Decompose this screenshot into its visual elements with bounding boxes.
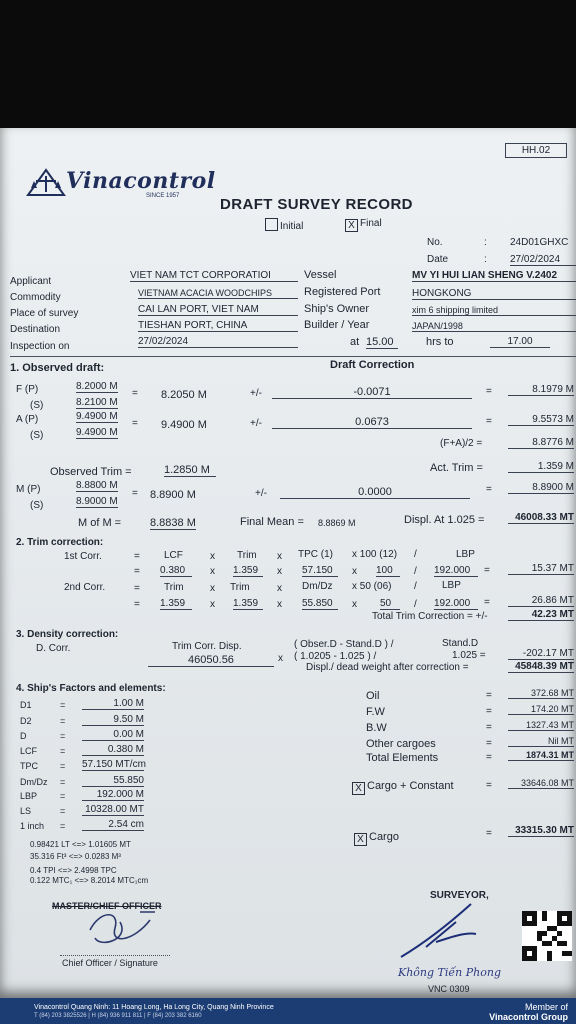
master-label: MASTER/CHIEF OFFICER <box>52 901 162 911</box>
factor-label: TPC <box>20 761 38 771</box>
eq: = <box>486 752 492 763</box>
place-value: CAI LAN PORT, VIET NAM <box>138 304 298 316</box>
f-mean: 8.2050 M <box>161 389 207 401</box>
colon: : <box>484 254 487 265</box>
ap-label: A (P) <box>16 414 39 425</box>
final-label: Final <box>360 218 382 229</box>
a-mean: 9.4900 M <box>161 419 207 431</box>
factor-label: D <box>20 731 27 741</box>
vnc-code: VNC 0309 <box>428 984 470 994</box>
eq: = <box>132 388 138 399</box>
factors-heading: 4. Ship's Factors and elements: <box>16 683 166 694</box>
fs-value: 8.2100 M <box>76 397 118 408</box>
destination-value: TIESHAN PORT, CHINA <box>138 320 298 332</box>
cargo-value: 33315.30 MT <box>508 825 574 837</box>
times: x <box>277 599 282 610</box>
factor-value: 0.00 M <box>82 729 144 741</box>
element-label: F.W <box>366 706 385 718</box>
eq: = <box>134 551 140 562</box>
brand-since: SINCE 1957 <box>146 193 180 199</box>
inspection-value: 27/02/2024 <box>138 336 298 348</box>
eq: = <box>486 706 492 717</box>
doc-number: HH.02 <box>505 143 567 158</box>
m-correction: 0.0000 <box>280 486 470 499</box>
slash: / <box>414 581 417 592</box>
vinacontrol-logo-icon <box>26 168 66 203</box>
factor-value: 2.54 cm <box>82 819 144 831</box>
factor-label: D1 <box>20 700 32 710</box>
times: x <box>210 566 215 577</box>
surveyor-signature-icon <box>396 902 486 967</box>
cargo-constant-checkbox[interactable]: X <box>352 782 365 795</box>
tcd-label: Trim Corr. Disp. <box>172 641 242 652</box>
cargo-constant-value: 33646.08 MT <box>508 778 574 789</box>
applicant-value: VIET NAM TCT CORPORATIOI <box>130 270 298 282</box>
times: x <box>352 599 357 610</box>
eq: = <box>60 746 66 756</box>
r2-lbp: 192.000 <box>434 598 478 610</box>
lbp-head: LBP <box>456 549 475 560</box>
surveyor-name: Không Tiến Phong <box>398 966 501 979</box>
tpc-head: TPC (1) <box>298 549 333 560</box>
r1-lbp: 192.000 <box>434 565 478 577</box>
factor-label: 1 inch <box>20 821 45 831</box>
final-checkbox[interactable]: X <box>345 219 358 232</box>
ap-value: 9.4900 M <box>76 411 118 422</box>
times: x <box>277 583 282 594</box>
commodity-value: VIETNAM ACACIA WOODCHIPS <box>138 288 298 299</box>
factor-label: D2 <box>20 716 32 726</box>
cargo-constant-option[interactable] <box>352 780 454 795</box>
lcf-head: LCF <box>164 550 183 561</box>
trim-head-3: Trim <box>230 582 250 593</box>
commodity-label: Commodity <box>10 292 61 303</box>
factor-label: LS <box>20 806 32 816</box>
plus-minus: +/- <box>250 418 262 429</box>
obs-trim-value: 1.2850 M <box>164 464 216 477</box>
factor-value: 10328.00 MT <box>82 804 144 816</box>
element-value: 174.20 MT <box>508 704 574 715</box>
total-trim-label: Total Trim Correction = +/- <box>372 611 488 622</box>
trim-head-2: Trim <box>164 582 184 593</box>
builder-label: Builder / Year <box>304 319 370 331</box>
chief-officer-signature-icon <box>80 900 190 955</box>
fp-label: F (P) <box>16 384 39 395</box>
builder-value: JAPAN/1998 <box>412 321 576 332</box>
tcd-value: 46050.56 <box>148 654 274 667</box>
place-label: Place of survey <box>10 308 79 319</box>
no-label: No. <box>427 237 443 248</box>
displ-value: 46008.33 MT <box>508 512 574 524</box>
chief-officer-label: Chief Officer / Signature <box>62 958 158 968</box>
as-value: 9.4900 M <box>76 427 118 438</box>
cargo-checkbox[interactable]: X <box>354 833 367 846</box>
r1-result: 15.37 MT <box>508 563 574 575</box>
eq: = <box>486 416 492 427</box>
eq: = <box>60 777 66 787</box>
registered-port-label: Registered Port <box>304 286 381 298</box>
eq: = <box>484 597 490 608</box>
slash: / <box>414 549 417 560</box>
factor-value: 9.50 M <box>82 714 144 726</box>
brand-name: Vinacontrol <box>66 168 216 194</box>
eq: = <box>486 828 492 839</box>
element-value: 372.68 MT <box>508 688 574 699</box>
vessel-value: MV YI HUI LIAN SHENG V.2402 <box>412 270 576 282</box>
footer-member <box>489 1002 568 1022</box>
dmdz-head: Dm/Dz <box>302 581 333 592</box>
density-values: ( 1.0205 - 1.025 ) / <box>294 651 377 662</box>
date-label: Date <box>427 254 449 265</box>
times: x <box>210 551 215 562</box>
mom-value: 8.8838 M <box>150 517 196 529</box>
stand-value: 1.025 = <box>452 650 486 661</box>
eq: = <box>486 722 492 733</box>
footer-address: Vinacontrol Quang Ninh: 11 Hoang Long, Ha Long City, Quang Ninh Province <box>34 1004 274 1011</box>
member-label: Member of <box>524 1002 568 1012</box>
a-result: 9.5573 M <box>508 414 574 426</box>
r1-factor: 100 <box>376 565 400 577</box>
at-value: 15.00 <box>366 336 398 349</box>
second-corr-label: 2nd Corr. <box>64 582 106 593</box>
lbp-head-2: LBP <box>442 580 461 591</box>
observed-heading: 1. Observed draft: <box>10 362 105 374</box>
factor-value: 1.00 M <box>82 698 144 710</box>
act-trim-label: Act. Trim = <box>430 462 483 474</box>
element-label: Total Elements <box>366 752 439 764</box>
density-heading: 3. Density correction: <box>16 629 119 640</box>
eq: = <box>60 700 66 710</box>
element-value: 1874.31 MT <box>508 750 574 761</box>
eq: = <box>486 690 492 701</box>
final-mean-value: 8.8869 M <box>318 518 356 528</box>
obser-head: ( Obser.D - Stand.D ) / <box>294 639 394 650</box>
hrs-to-label: hrs to <box>426 336 454 348</box>
factor-value: 55.850 <box>82 775 144 787</box>
times: x <box>277 551 282 562</box>
element-value: Nil MT <box>508 736 574 747</box>
cargo-label: Cargo <box>369 831 399 843</box>
at-label: at <box>350 336 360 348</box>
first-corr-label: 1st Corr. <box>64 551 102 562</box>
r2-trim-b: 1.359 <box>233 598 263 610</box>
factor-value: 192.000 M <box>82 789 144 801</box>
slash: / <box>414 566 417 577</box>
eq: = <box>60 761 66 771</box>
factor-label: LCF <box>20 746 38 756</box>
surveyor-label: SURVEYOR, <box>430 890 489 901</box>
mp-label: M (P) <box>16 484 41 495</box>
factor-value: 0.380 M <box>82 744 144 756</box>
destination-label: Destination <box>10 324 61 335</box>
trim-heading: 2. Trim correction: <box>16 537 104 548</box>
initial-label: Initial <box>280 221 304 232</box>
divider <box>10 356 576 357</box>
no-value: 24D01GHXC <box>510 237 569 248</box>
r2-factor: 50 <box>380 598 400 610</box>
qr-code-icon <box>522 910 572 962</box>
eq: = <box>60 821 66 831</box>
fa2-value: 8.8776 M <box>508 437 574 449</box>
vessel-label: Vessel <box>304 269 337 281</box>
signature-line <box>60 955 170 956</box>
density-result: -202.17 MT <box>508 648 574 660</box>
factor-label: Dm/Dz <box>20 777 48 787</box>
plus-minus: +/- <box>250 388 262 399</box>
eq: = <box>134 583 140 594</box>
after-corr-label: Displ./ dead weight after correction = <box>306 662 469 673</box>
times: x <box>278 653 283 664</box>
times: x <box>210 599 215 610</box>
eq: = <box>484 565 490 576</box>
final-mean-label: Final Mean = <box>240 516 304 528</box>
x100-head: x 100 (12) <box>352 549 398 560</box>
ms-label: (S) <box>30 500 44 511</box>
obs-trim-label: Observed Trim = <box>50 466 132 478</box>
cargo-constant-label: Cargo + Constant <box>367 780 454 792</box>
mom-label: M of M = <box>78 517 122 529</box>
m-mean: 8.8900 M <box>150 489 196 501</box>
colon: : <box>484 237 487 248</box>
r1-lcf: 0.380 <box>160 565 192 577</box>
after-corr-value: 45848.39 MT <box>508 661 574 673</box>
eq: = <box>60 791 66 801</box>
registered-port-value: HONGKONG <box>412 288 576 300</box>
conversion-row: 0.122 MTC₁ <=> 8.2014 MTC₁cm <box>30 876 149 885</box>
eq: = <box>60 731 66 741</box>
fs-label: (S) <box>30 400 44 411</box>
r2-result: 26.86 MT <box>508 595 574 607</box>
total-trim-value: 42.23 MT <box>508 609 574 621</box>
footer-bar <box>0 998 576 1024</box>
eq: = <box>486 484 492 495</box>
stand-head: Stand.D <box>442 638 479 649</box>
fp-value: 8.2000 M <box>76 381 118 392</box>
a-correction: 0.0673 <box>272 416 472 429</box>
eq: = <box>486 386 492 397</box>
eq: = <box>134 599 140 610</box>
final-option[interactable] <box>345 218 382 232</box>
displ-label: Displ. At 1.025 = <box>404 514 485 526</box>
r2-dmdz: 55.850 <box>302 598 338 610</box>
m-result: 8.8900 M <box>508 482 574 494</box>
times: x <box>352 566 357 577</box>
element-label: B.W <box>366 722 387 734</box>
element-label: Other cargoes <box>366 738 436 750</box>
mp-value: 8.8800 M <box>76 480 118 491</box>
element-value: 1327.43 MT <box>508 720 574 731</box>
fa2-label: (F+A)/2 = <box>440 438 483 449</box>
eq: = <box>486 738 492 749</box>
page-title: DRAFT SURVEY RECORD <box>220 196 413 213</box>
times: x <box>210 583 215 594</box>
r1-trim: 1.359 <box>233 565 263 577</box>
eq: = <box>60 716 66 726</box>
eq: = <box>134 566 140 577</box>
times: x <box>277 566 282 577</box>
plus-minus: +/- <box>255 488 267 499</box>
slash: / <box>414 599 417 610</box>
eq: = <box>60 806 66 816</box>
cargo-option[interactable] <box>354 831 399 846</box>
ms-value: 8.9000 M <box>76 496 118 507</box>
trim-head: Trim <box>237 550 257 561</box>
conversion-row: 0.98421 LT <=> 1.01605 MT <box>30 840 131 849</box>
initial-checkbox[interactable] <box>265 218 278 231</box>
owner-value: xim 6 shipping limited <box>412 305 576 316</box>
dcorr-label: D. Corr. <box>36 643 71 654</box>
r1-tpc: 57.150 <box>302 565 338 577</box>
footer-contacts: T (84) 203 3825526 | H (84) 936 911 811 | F (84) 203 382 6160 <box>34 1013 202 1019</box>
factor-label: LBP <box>20 791 38 801</box>
as-label: (S) <box>30 430 44 441</box>
r2-trim: 1.359 <box>160 598 192 610</box>
eq: = <box>132 488 138 499</box>
group-label: Vinacontrol Group <box>489 1012 568 1022</box>
factor-value: 57.150 MT/cm <box>82 759 146 770</box>
x50-head: x 50 (06) <box>352 581 392 592</box>
inspection-label: Inspection on <box>10 341 70 352</box>
date-value: 27/02/2024 <box>510 254 576 266</box>
initial-option[interactable] <box>265 218 303 232</box>
applicant-label: Applicant <box>10 276 52 287</box>
hrs-value: 17.00 <box>490 336 550 348</box>
element-label: Oil <box>366 690 380 702</box>
conversion-row: 35.316 Ft³ <=> 0.0283 M³ <box>30 852 121 861</box>
owner-label: Ship's Owner <box>304 303 370 315</box>
draft-correction-heading: Draft Correction <box>330 359 415 371</box>
f-result: 8.1979 M <box>508 384 574 396</box>
act-trim-value: 1.359 M <box>508 461 574 473</box>
conversion-row: 0.4 TPI <=> 2.4998 TPC <box>30 866 117 875</box>
eq: = <box>486 780 492 791</box>
eq: = <box>132 418 138 429</box>
f-correction: -0.0071 <box>272 386 472 399</box>
